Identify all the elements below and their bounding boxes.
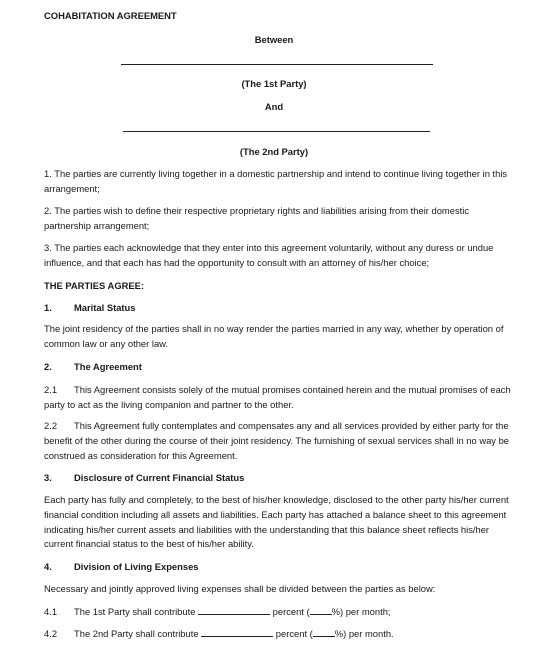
clause-4-2-text: The 2nd Party shall contribute <box>74 628 199 639</box>
section-1-title: Marital Status <box>74 302 136 313</box>
section-2-number: 2. <box>44 361 52 372</box>
section-3-text: Each party has fully and completely, to the best of his/her knowledge, disclosed to the other party his/her current financial condition including all assets and liabilities. Each party has attached a balance sheet to this agreement indicating his/her current assets and liabilities with the understanding that this balance sheet reflects his/her current financial status to the best of his/her ability. <box>44 494 509 550</box>
section-1-text: The joint residency of the parties shall in no way render the parties married in any way, whether by operation of common law or any other law. <box>44 323 504 349</box>
clause-4-2-percent-label: percent ( <box>275 628 313 639</box>
clause-2-1-text: This Agreement consists solely of the mutual promises contained herein and the mutual promises of each party to act as the living companion and partner to the other. <box>44 384 511 410</box>
clause-2-1 <box>44 383 514 413</box>
clause-4-1-percent-label: percent ( <box>272 606 310 617</box>
clause-4-2-amount-blank[interactable] <box>201 627 273 637</box>
clause-4-2-number: 4.2 <box>44 628 58 639</box>
section-1-heading <box>44 302 135 313</box>
clause-2-1-number: 2.1 <box>44 384 58 395</box>
clause-4-2 <box>44 627 394 639</box>
recital-3: 3. The parties each acknowledge that they enter into this agreement voluntarily, without any duress or undue influence, and that each has had the opportunity to consult with an attorney of his/her choice; <box>44 242 494 268</box>
clause-4-1 <box>44 605 391 617</box>
clause-4-1-number: 4.1 <box>44 606 58 617</box>
clause-4-1-amount-blank[interactable] <box>198 605 270 615</box>
section-1-number: 1. <box>44 302 52 313</box>
clause-4-2-tail: %) per month. <box>334 628 394 639</box>
party2-label: (The 2nd Party) <box>239 146 309 157</box>
party1-label: (The 1st Party) <box>241 78 307 89</box>
section-2-title: The Agreement <box>74 361 142 372</box>
document-title: COHABITATION AGREEMENT <box>44 10 177 21</box>
section-3-heading <box>44 472 244 483</box>
section-3-number: 3. <box>44 472 52 483</box>
recital-2: 2. The parties wish to define their respective proprietary rights and liabilities arising from their domestic partnership arrangement; <box>44 205 470 231</box>
clause-4-1-text: The 1st Party shall contribute <box>74 606 196 617</box>
between-label: Between <box>254 34 294 45</box>
section-4-text: Necessary and jointly approved living expenses shall be divided between the parties as below: <box>44 583 436 594</box>
clause-4-1-percent-blank[interactable] <box>310 605 332 615</box>
section-4-heading <box>44 561 199 572</box>
and-label: And <box>264 101 284 112</box>
clause-2-2-text: This Agreement fully contemplates and compensates any and all services provided by either party for the benefit of the other during the course of their joint residency. The furnishing of sexual services shall in no way be construed as consideration for this Agreement. <box>44 420 510 461</box>
recital-1: 1. The parties are currently living together in a domestic partnership and intend to continue living together in this arrangement; <box>44 168 508 194</box>
section-3-title: Disclosure of Current Financial Status <box>74 472 245 483</box>
clause-4-2-percent-blank[interactable] <box>313 627 335 637</box>
agree-heading: THE PARTIES AGREE: <box>44 280 145 291</box>
clause-2-2 <box>44 419 514 463</box>
party1-name-line[interactable] <box>121 64 433 65</box>
section-4-number: 4. <box>44 561 52 572</box>
section-4-title: Division of Living Expenses <box>74 561 199 572</box>
clause-2-2-number: 2.2 <box>44 420 58 431</box>
section-2-heading <box>44 361 142 372</box>
clause-4-1-tail: %) per month; <box>331 606 391 617</box>
party2-name-line[interactable] <box>123 131 430 132</box>
